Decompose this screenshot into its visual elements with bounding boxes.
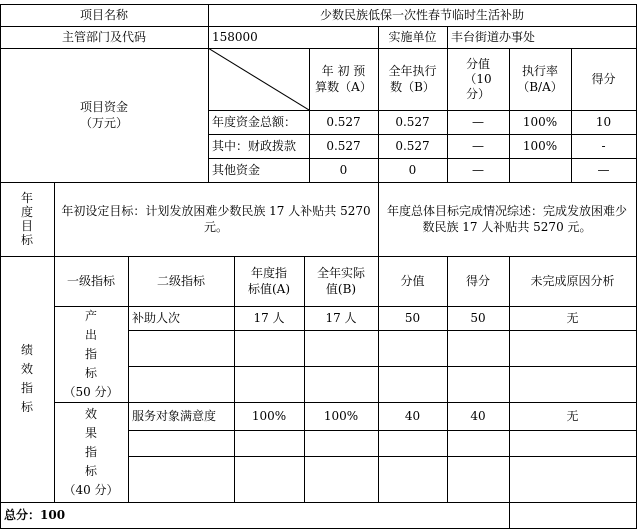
grid-line	[0, 528, 637, 529]
grid-line	[128, 430, 637, 431]
grid-line	[509, 256, 510, 529]
grid-line	[54, 182, 55, 502]
header-level2: 二级指标	[156, 274, 205, 288]
project-name-value: 少数民族低保一次性春节临时生活补助	[319, 8, 524, 22]
col-score-header: 得分	[591, 72, 616, 86]
col-exec-header: 全年执行 数（B）	[388, 64, 437, 94]
impl-unit-value: 丰台街道办事处	[451, 30, 536, 44]
grid-line	[128, 256, 129, 502]
grid-line	[234, 256, 235, 502]
effect-value: 40	[404, 409, 421, 423]
col-exec-rate-header: 执行率 （B/A）	[517, 64, 563, 94]
goals-summary: 年度总体目标完成情况综述：完成发放困难少数民族 17 人补贴共 5270 元。	[386, 204, 627, 234]
grid-line	[208, 134, 637, 135]
grid-line	[0, 48, 637, 49]
effect-actual: 100%	[323, 409, 359, 423]
output-actual: 17 人	[325, 311, 357, 325]
grid-line	[509, 48, 510, 182]
effect-reason: 无	[566, 409, 579, 423]
funds-row-other-score: —	[597, 163, 610, 177]
funds-row-other-value: —	[472, 163, 484, 177]
grid-line	[378, 26, 379, 48]
funds-row-fiscal-rate: 100%	[522, 139, 558, 153]
grid-line	[54, 306, 637, 307]
header-value: 分值	[400, 274, 425, 288]
grid-line	[208, 110, 637, 111]
grid-line	[378, 182, 379, 256]
grid-line	[636, 4, 637, 529]
funds-row-fiscal-exec: 0.527	[395, 139, 430, 153]
funds-row-fiscal-label: 其中：财政拨款	[212, 139, 297, 153]
project-name-label: 项目名称	[79, 8, 128, 22]
output-name: 补助人次	[132, 311, 181, 325]
goals-initial: 年初设定目标：计划发放困难少数民族 17 人补贴共 5270 元。	[61, 204, 371, 234]
funds-row-fiscal-value: —	[472, 139, 484, 153]
funds-row-other-exec: 0	[408, 163, 417, 177]
grid-line	[447, 26, 448, 48]
output-target: 17 人	[253, 311, 285, 325]
grid-line	[0, 502, 637, 503]
grid-line	[0, 26, 637, 27]
funds-row-other-rate	[509, 158, 571, 182]
grid-line	[378, 48, 379, 182]
header-score: 得分	[465, 274, 490, 288]
grid-line	[0, 182, 637, 183]
diagonal-header-line	[208, 48, 309, 110]
funds-row-fiscal-score: -	[601, 139, 606, 153]
header-actual: 全年实际 值(B)	[316, 266, 365, 296]
funds-row-total-label: 年度资金总额：	[212, 115, 297, 129]
funds-row-total-rate: 100%	[522, 115, 558, 129]
grid-line	[304, 256, 305, 502]
effect-indicator-label: 效 果 指 标 （40 分）	[63, 406, 119, 497]
funds-row-total-budget: 0.527	[326, 115, 361, 129]
grid-line	[0, 4, 637, 5]
dept-label: 主管部门及代码	[61, 30, 146, 44]
funds-section-label: 项目资金 （万元）	[79, 100, 128, 130]
grid-line	[54, 402, 637, 403]
funds-row-total-score: 10	[595, 115, 612, 129]
header-level1: 一级指标	[66, 274, 115, 288]
funds-row-other-budget: 0	[339, 163, 348, 177]
grid-line	[447, 48, 448, 182]
effect-score: 40	[470, 409, 486, 423]
funds-row-fiscal-budget: 0.527	[326, 139, 361, 153]
grid-line	[208, 158, 637, 159]
grid-line	[309, 48, 310, 182]
total-score: 总分：100	[4, 508, 66, 522]
grid-line	[128, 330, 637, 331]
grid-line	[447, 256, 448, 502]
header-target: 年度指 标值(A)	[247, 266, 291, 296]
header-reason: 未完成原因分析	[530, 274, 615, 288]
grid-line	[128, 366, 637, 367]
grid-line	[128, 456, 637, 457]
output-indicator-label: 产 出 指 标 （50 分）	[63, 308, 119, 399]
effect-target: 100%	[251, 409, 287, 423]
grid-line	[208, 4, 209, 182]
grid-line	[571, 48, 572, 182]
dept-value: 158000	[212, 30, 258, 44]
effect-name: 服务对象满意度	[132, 409, 217, 423]
funds-row-total-exec: 0.527	[395, 115, 430, 129]
grid-line	[0, 4, 1, 529]
performance-section-label: 绩 效 指 标	[20, 343, 33, 414]
col-score-value-header: 分值 （10 分）	[464, 56, 492, 101]
grid-line	[378, 256, 379, 502]
col-budget-header: 年 初 预 算数（A）	[315, 64, 372, 94]
output-reason: 无	[566, 311, 579, 325]
goals-section-label: 年 度 目 标	[20, 191, 33, 247]
funds-row-total-value: —	[472, 115, 484, 129]
output-value: 50	[404, 311, 421, 325]
output-score: 50	[470, 311, 486, 325]
grid-line	[0, 256, 637, 257]
impl-unit-label: 实施单位	[388, 30, 437, 44]
funds-row-other-label: 其他资金	[212, 163, 261, 177]
